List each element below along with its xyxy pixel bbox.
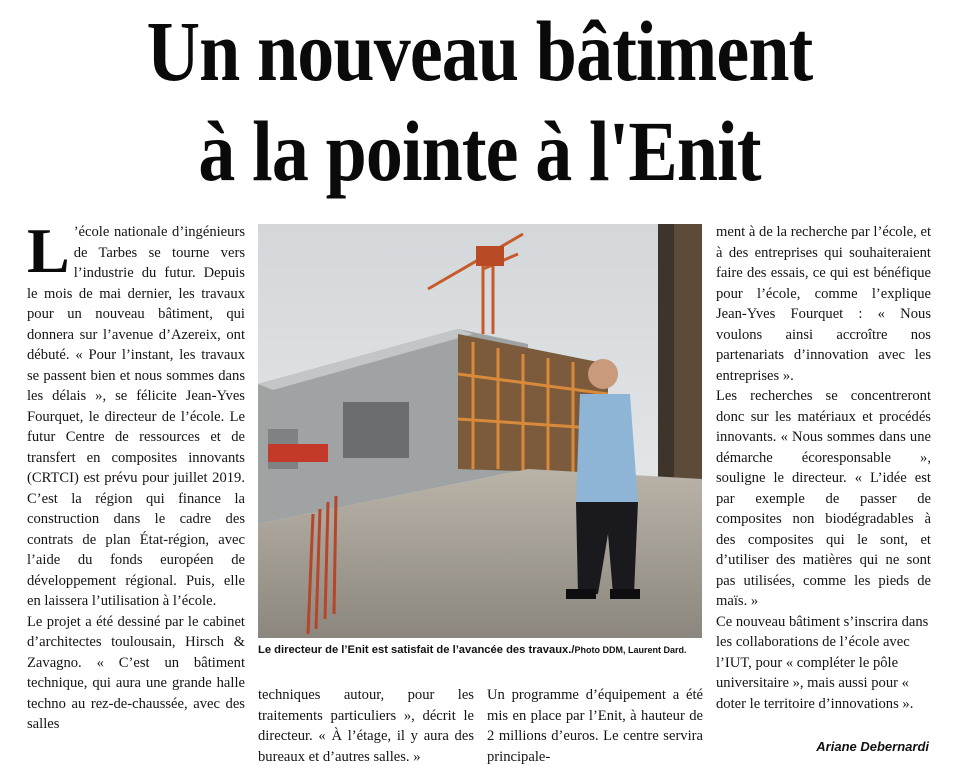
photo-credit: Photo DDM, Laurent Dard. [574,645,687,655]
article-paragraph: Ce nouveau bâtiment s’inscrira dans les collaborations de l’école avec l’IUT, pour « compléter le pôle universitaire », mais aussi pour « doter le territoire d’innovations ». [716,613,929,712]
headline-line-1: Un nouveau bâtiment [146,3,813,99]
article-column-3 [487,685,703,767]
photo-caption [258,643,702,658]
article-paragraph: Un programme d’équipement a été mis en place par l’Enit, à hauteur de 2 millions d’euros. Le centre servira principale- [487,687,703,765]
article-paragraph: ment à de la recherche par l’école, et à des entreprises qui souhaiteraient faire des essais, ce qui est bénéfique pour l’école, comme l’explique Jean-Yves Fourquet : « Nous voulons ainsi accroître nos partenariats d’innovation avec les entreprises ». [716,224,931,384]
author-signature: Ariane Debernardi [816,739,929,754]
caption-text: Le directeur de l’Enit est satisfait de l’avancée des travaux./ [258,644,575,656]
article-paragraph: Les recherches se concentreront donc sur les matériaux et procédés innovants. « Nous sommes dans une démarche écoresponsable », souligne le directeur. « L’idée est par exemple de passer de composites non biodégradables à des composites qui le sont, et d’utiliser des matières qui ne sont pas utilisées, comme les pieds de maïs. » [716,388,931,609]
construction-photo [258,224,702,638]
article-column-1 [27,215,245,735]
drop-cap: L [27,215,70,286]
article-paragraph: techniques autour, pour les traitements particuliers », décrit le directeur. « À l’étage, il y aura des bureaux et d’autres salles. » [258,687,474,765]
article-paragraph: L ’école nationale d’ingénieurs de Tarbes se tourne vers l’industrie du futur. Depuis le mois de mai dernier, les travaux pour un nouveau bâtiment, qui donnera sur l’avenue d’Azereix, ont débuté. « Pour l’instant, les travaux se passent bien et nous sommes dans les délais », se félicite Jean-Yves Fourquet, le directeur de l’école. Le futur Centre de ressources et de transfert en composites innovants (CRTCI) est prévu pour juillet 2019. C’est la région qui finance la construction dans le cadre des contrats de plan État-région, avec l’aide du fonds européen de développement régional. Puis, elle en laissera l’utilisation à l’école. [27,215,245,609]
article-column-2 [258,685,474,767]
article-column-4 [716,222,931,714]
article-paragraph: Le projet a été dessiné par le cabinet d’architectes toulousain, Hirsch & Zavagno. « C’est un bâtiment technique, qui aura une grande halle techno au rez-de-chaussée, avec des salles [27,613,245,732]
headline-line-2: à la pointe à l'Enit [198,103,761,199]
